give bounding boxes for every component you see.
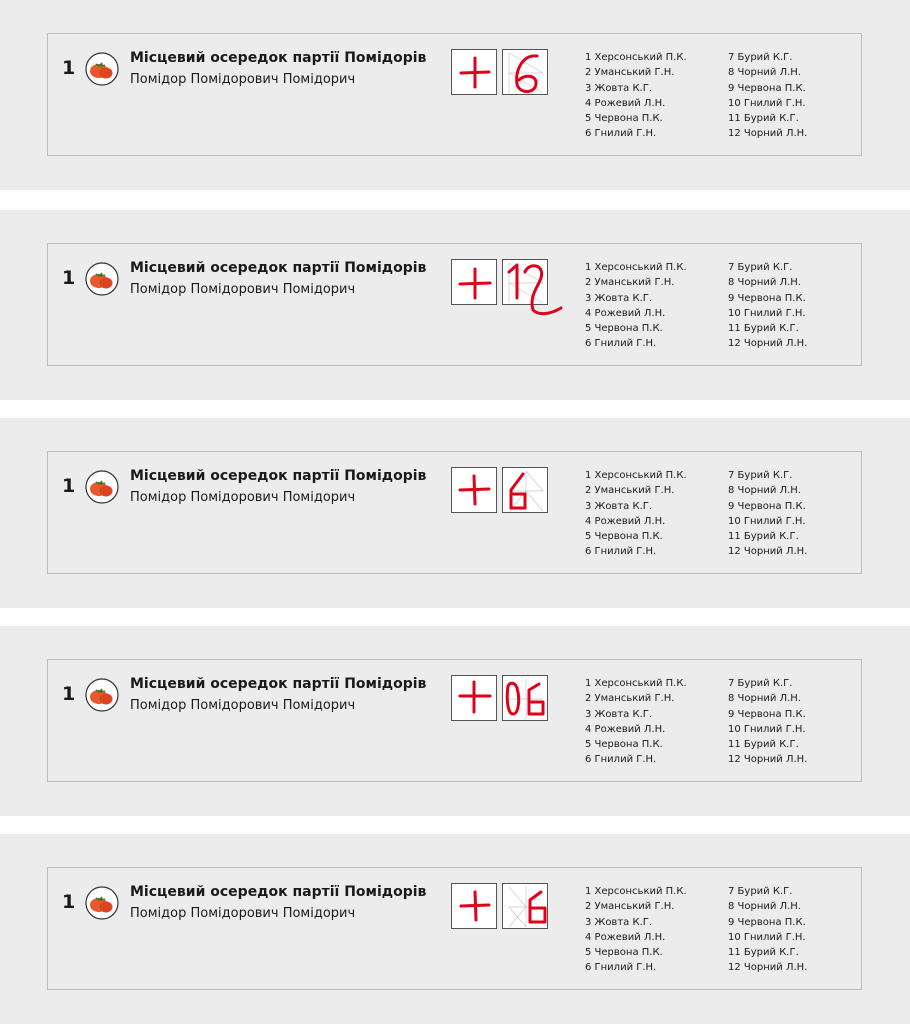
preference-number-box[interactable] — [502, 259, 548, 305]
candidate-item: 9 Червона П.К. — [728, 916, 806, 928]
party-name: Місцевий осередок партії Помідорів — [130, 468, 427, 484]
candidate-item: 7 Бурий К.Г. — [728, 678, 793, 689]
candidate-list-right — [728, 676, 807, 768]
candidate-item: 2 Уманський Г.Н. — [585, 67, 675, 79]
vote-checkbox[interactable] — [451, 883, 497, 929]
candidate-item: 6 Гнилий Г.Н. — [585, 338, 657, 350]
candidate-item: 8 Чорний Л.Н. — [728, 901, 801, 913]
preference-number-box[interactable] — [502, 467, 548, 513]
ballot-number: 1 — [62, 57, 76, 79]
candidate-item: 12 Чорний Л.Н. — [728, 546, 808, 558]
ballot-row — [47, 867, 862, 990]
candidate-item: 8 Чорний Л.Н. — [728, 67, 801, 79]
candidate-item: 12 Чорний Л.Н. — [728, 338, 808, 350]
ballot-row — [47, 243, 862, 366]
candidate-item: 1 Херсонський П.К. — [585, 886, 687, 897]
candidate-item: 8 Чорний Л.Н. — [728, 693, 801, 705]
ballot-number: 1 — [62, 267, 76, 289]
ballot-number: 1 — [62, 683, 76, 705]
candidate-item: 10 Гнилий Г.Н. — [728, 723, 806, 735]
candidate-item: 10 Гнилий Г.Н. — [728, 515, 806, 527]
candidate-list-left — [585, 468, 687, 560]
ballot-panel-1 — [0, 0, 910, 190]
tomato-icon — [85, 52, 119, 86]
candidate-item: 3 Жовта К.Г. — [585, 708, 653, 720]
candidate-item: 3 Жовта К.Г. — [585, 500, 653, 512]
tomato-icon — [85, 262, 119, 296]
candidate-item: 5 Червона П.К. — [585, 323, 663, 335]
candidate-item: 6 Гнилий Г.Н. — [585, 128, 657, 140]
candidate-item: 11 Бурий К.Г. — [728, 113, 799, 125]
preference-number-box[interactable] — [502, 675, 548, 721]
candidate-item: 11 Бурий К.Г. — [728, 739, 799, 751]
candidate-list-right — [728, 50, 807, 142]
ballot-row — [47, 659, 862, 782]
candidate-item: 11 Бурий К.Г. — [728, 323, 799, 335]
leader-name: Помідор Помідорович Помідорич — [130, 282, 356, 297]
candidate-item: 6 Гнилий Г.Н. — [585, 754, 657, 766]
candidate-item: 4 Рожевий Л.Н. — [585, 723, 666, 735]
candidate-item: 12 Чорний Л.Н. — [728, 962, 808, 974]
candidate-item: 11 Бурий К.Г. — [728, 531, 799, 543]
leader-name: Помідор Помідорович Помідорич — [130, 490, 356, 505]
ballot-panel-3 — [0, 418, 910, 608]
candidate-item: 6 Гнилий Г.Н. — [585, 962, 657, 974]
candidate-item: 10 Гнилий Г.Н. — [728, 931, 806, 943]
candidate-item: 1 Херсонський П.К. — [585, 470, 687, 481]
leader-name: Помідор Помідорович Помідорич — [130, 698, 356, 713]
vote-checkbox[interactable] — [451, 467, 497, 513]
candidate-item: 9 Червона П.К. — [728, 708, 806, 720]
ballot-row — [47, 451, 862, 574]
candidate-item: 5 Червона П.К. — [585, 739, 663, 751]
candidate-item: 10 Гнилий Г.Н. — [728, 97, 806, 109]
candidate-list-left — [585, 676, 687, 768]
candidate-list-right — [728, 260, 807, 352]
preference-number-box[interactable] — [502, 883, 548, 929]
tomato-icon — [85, 886, 119, 920]
candidate-item: 5 Червона П.К. — [585, 113, 663, 125]
candidate-item: 9 Червона П.К. — [728, 292, 806, 304]
party-name: Місцевий осередок партії Помідорів — [130, 50, 427, 66]
tomato-icon — [85, 678, 119, 712]
leader-name: Помідор Помідорович Помідорич — [130, 72, 356, 87]
candidate-item: 7 Бурий К.Г. — [728, 52, 793, 63]
candidate-item: 9 Червона П.К. — [728, 500, 806, 512]
candidate-item: 2 Уманський Г.Н. — [585, 277, 675, 289]
candidate-item: 9 Червона П.К. — [728, 82, 806, 94]
candidate-list-left — [585, 884, 687, 976]
ballot-number: 1 — [62, 475, 76, 497]
candidate-item: 1 Херсонський П.К. — [585, 678, 687, 689]
candidate-item: 4 Рожевий Л.Н. — [585, 97, 666, 109]
candidate-item: 4 Рожевий Л.Н. — [585, 931, 666, 943]
candidate-item: 7 Бурий К.Г. — [728, 886, 793, 897]
vote-checkbox[interactable] — [451, 49, 497, 95]
candidate-item: 8 Чорний Л.Н. — [728, 485, 801, 497]
party-name: Місцевий осередок партії Помідорів — [130, 676, 427, 692]
leader-name: Помідор Помідорович Помідорич — [130, 906, 356, 921]
candidate-item: 3 Жовта К.Г. — [585, 292, 653, 304]
candidate-item: 3 Жовта К.Г. — [585, 82, 653, 94]
candidate-item: 2 Уманський Г.Н. — [585, 901, 675, 913]
candidate-item: 5 Червона П.К. — [585, 531, 663, 543]
ballot-panel-5 — [0, 834, 910, 1024]
candidate-list-right — [728, 468, 807, 560]
ballot-row — [47, 33, 862, 156]
candidate-item: 3 Жовта К.Г. — [585, 916, 653, 928]
preference-number-box[interactable] — [502, 49, 548, 95]
ballot-panel-4 — [0, 626, 910, 816]
party-name: Місцевий осередок партії Помідорів — [130, 260, 427, 276]
candidate-item: 4 Рожевий Л.Н. — [585, 307, 666, 319]
candidate-item: 7 Бурий К.Г. — [728, 262, 793, 273]
candidate-item: 4 Рожевий Л.Н. — [585, 515, 666, 527]
candidate-list-left — [585, 260, 687, 352]
candidate-item: 7 Бурий К.Г. — [728, 470, 793, 481]
ballot-panel-2 — [0, 210, 910, 400]
candidate-item: 5 Червона П.К. — [585, 947, 663, 959]
candidate-list-left — [585, 50, 687, 142]
candidate-item: 1 Херсонський П.К. — [585, 262, 687, 273]
vote-checkbox[interactable] — [451, 675, 497, 721]
candidate-item: 2 Уманський Г.Н. — [585, 485, 675, 497]
candidate-item: 6 Гнилий Г.Н. — [585, 546, 657, 558]
party-name: Місцевий осередок партії Помідорів — [130, 884, 427, 900]
candidate-item: 10 Гнилий Г.Н. — [728, 307, 806, 319]
candidate-item: 2 Уманський Г.Н. — [585, 693, 675, 705]
vote-checkbox[interactable] — [451, 259, 497, 305]
tomato-icon — [85, 470, 119, 504]
candidate-item: 1 Херсонський П.К. — [585, 52, 687, 63]
candidate-item: 11 Бурий К.Г. — [728, 947, 799, 959]
candidate-item: 12 Чорний Л.Н. — [728, 754, 808, 766]
candidate-item: 8 Чорний Л.Н. — [728, 277, 801, 289]
candidate-list-right — [728, 884, 807, 976]
ballot-number: 1 — [62, 891, 76, 913]
candidate-item: 12 Чорний Л.Н. — [728, 128, 808, 140]
